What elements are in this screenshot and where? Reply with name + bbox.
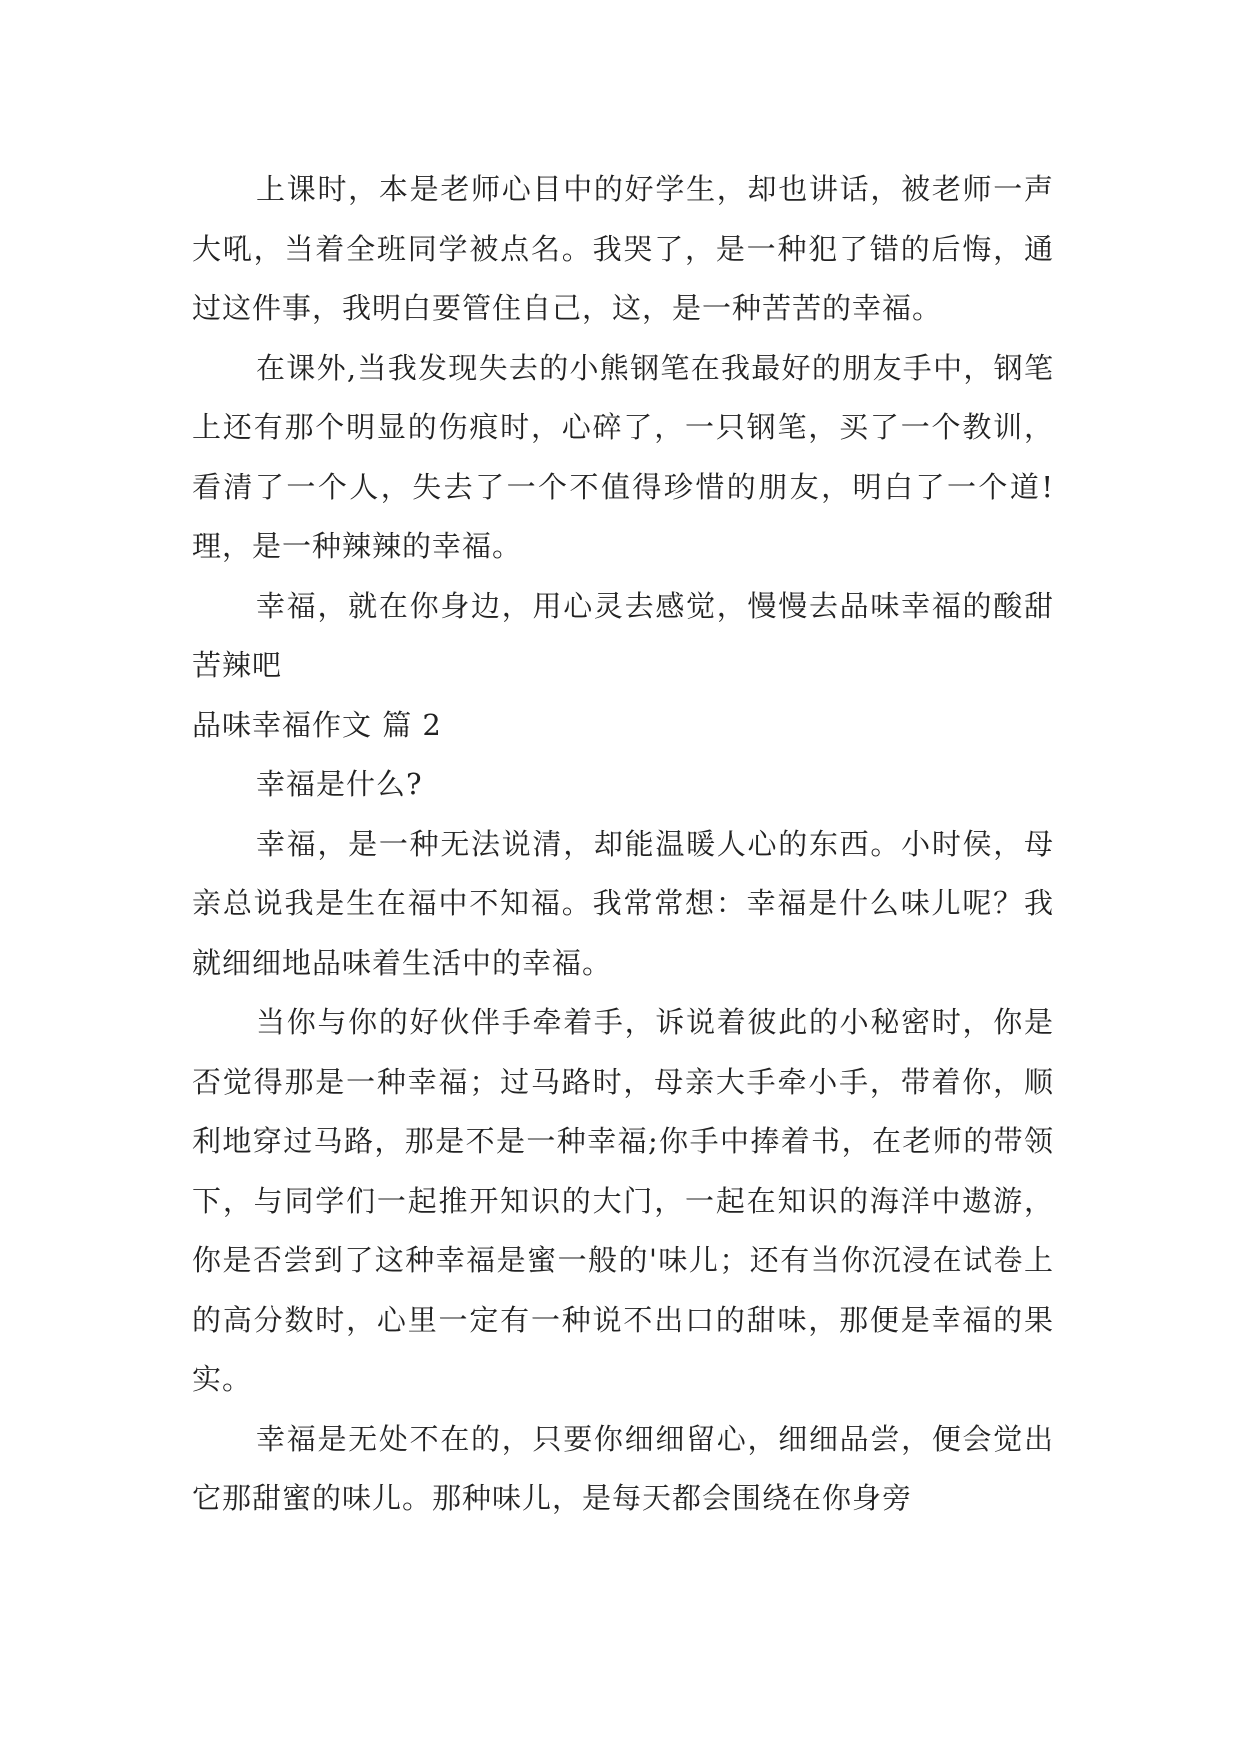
- paragraph-class-lesson: 上课时，本是老师心目中的好学生，却也讲话，被老师一声大吼，当着全班同学被点名。我哭了，是一种犯了错的后悔，通过这件事，我明白要管住自己，这，是一种苦苦的幸福。: [192, 172, 1054, 325]
- paragraph-happiness-definition: 幸福，是一种无法说清，却能温暖人心的东西。小时侯，母亲总说我是生在福中不知福。我常常想：幸福是什么味儿呢？我就细细地品味着生活中的幸福。: [192, 826, 1054, 980]
- paragraph-what-is-happiness: 幸福是什么?: [256, 767, 423, 801]
- paragraph-pen-friend: 在课外,当我发现失去的小熊钢笔在我最好的朋友手中，钢笔上还有那个明显的伤痕时，心碎了，一只钢笔，买了一个教训，看清了一个人，失去了一个不值得珍惜的朋友，明白了一个道!理，是一种辣辣的幸福。: [192, 350, 1054, 563]
- paragraph-happiness-around: 幸福，就在你身边，用心灵去感觉，慢慢去品味幸福的酸甜苦辣吧: [192, 588, 1054, 682]
- paragraph-happiness-examples: 当你与你的好伙伴手牵着手，诉说着彼此的小秘密时，你是否觉得那是一种幸福；过马路时，母亲大手牵小手，带着你，顺利地穿过马路，那是不是一种幸福;你手中捧着书，在老师的带领下，与同学们一起推开知识的大门，一起在知识的海洋中遨游，你是否尝到了这种幸福是蜜一般的'味儿；还有当你沉浸在试卷上的高分数时，心里一定有一种说不出口的甜味，那便是幸福的果实。: [192, 1005, 1054, 1396]
- document-body: [192, 160, 1054, 1529]
- section-title: 品味幸福作文 篇 2: [192, 707, 442, 742]
- paragraph-happiness-everywhere: 幸福是无处不在的，只要你细细留心，细细品尝，便会觉出它那甜蜜的味儿。那种味儿，是每天都会围绕在你身旁: [192, 1421, 1054, 1515]
